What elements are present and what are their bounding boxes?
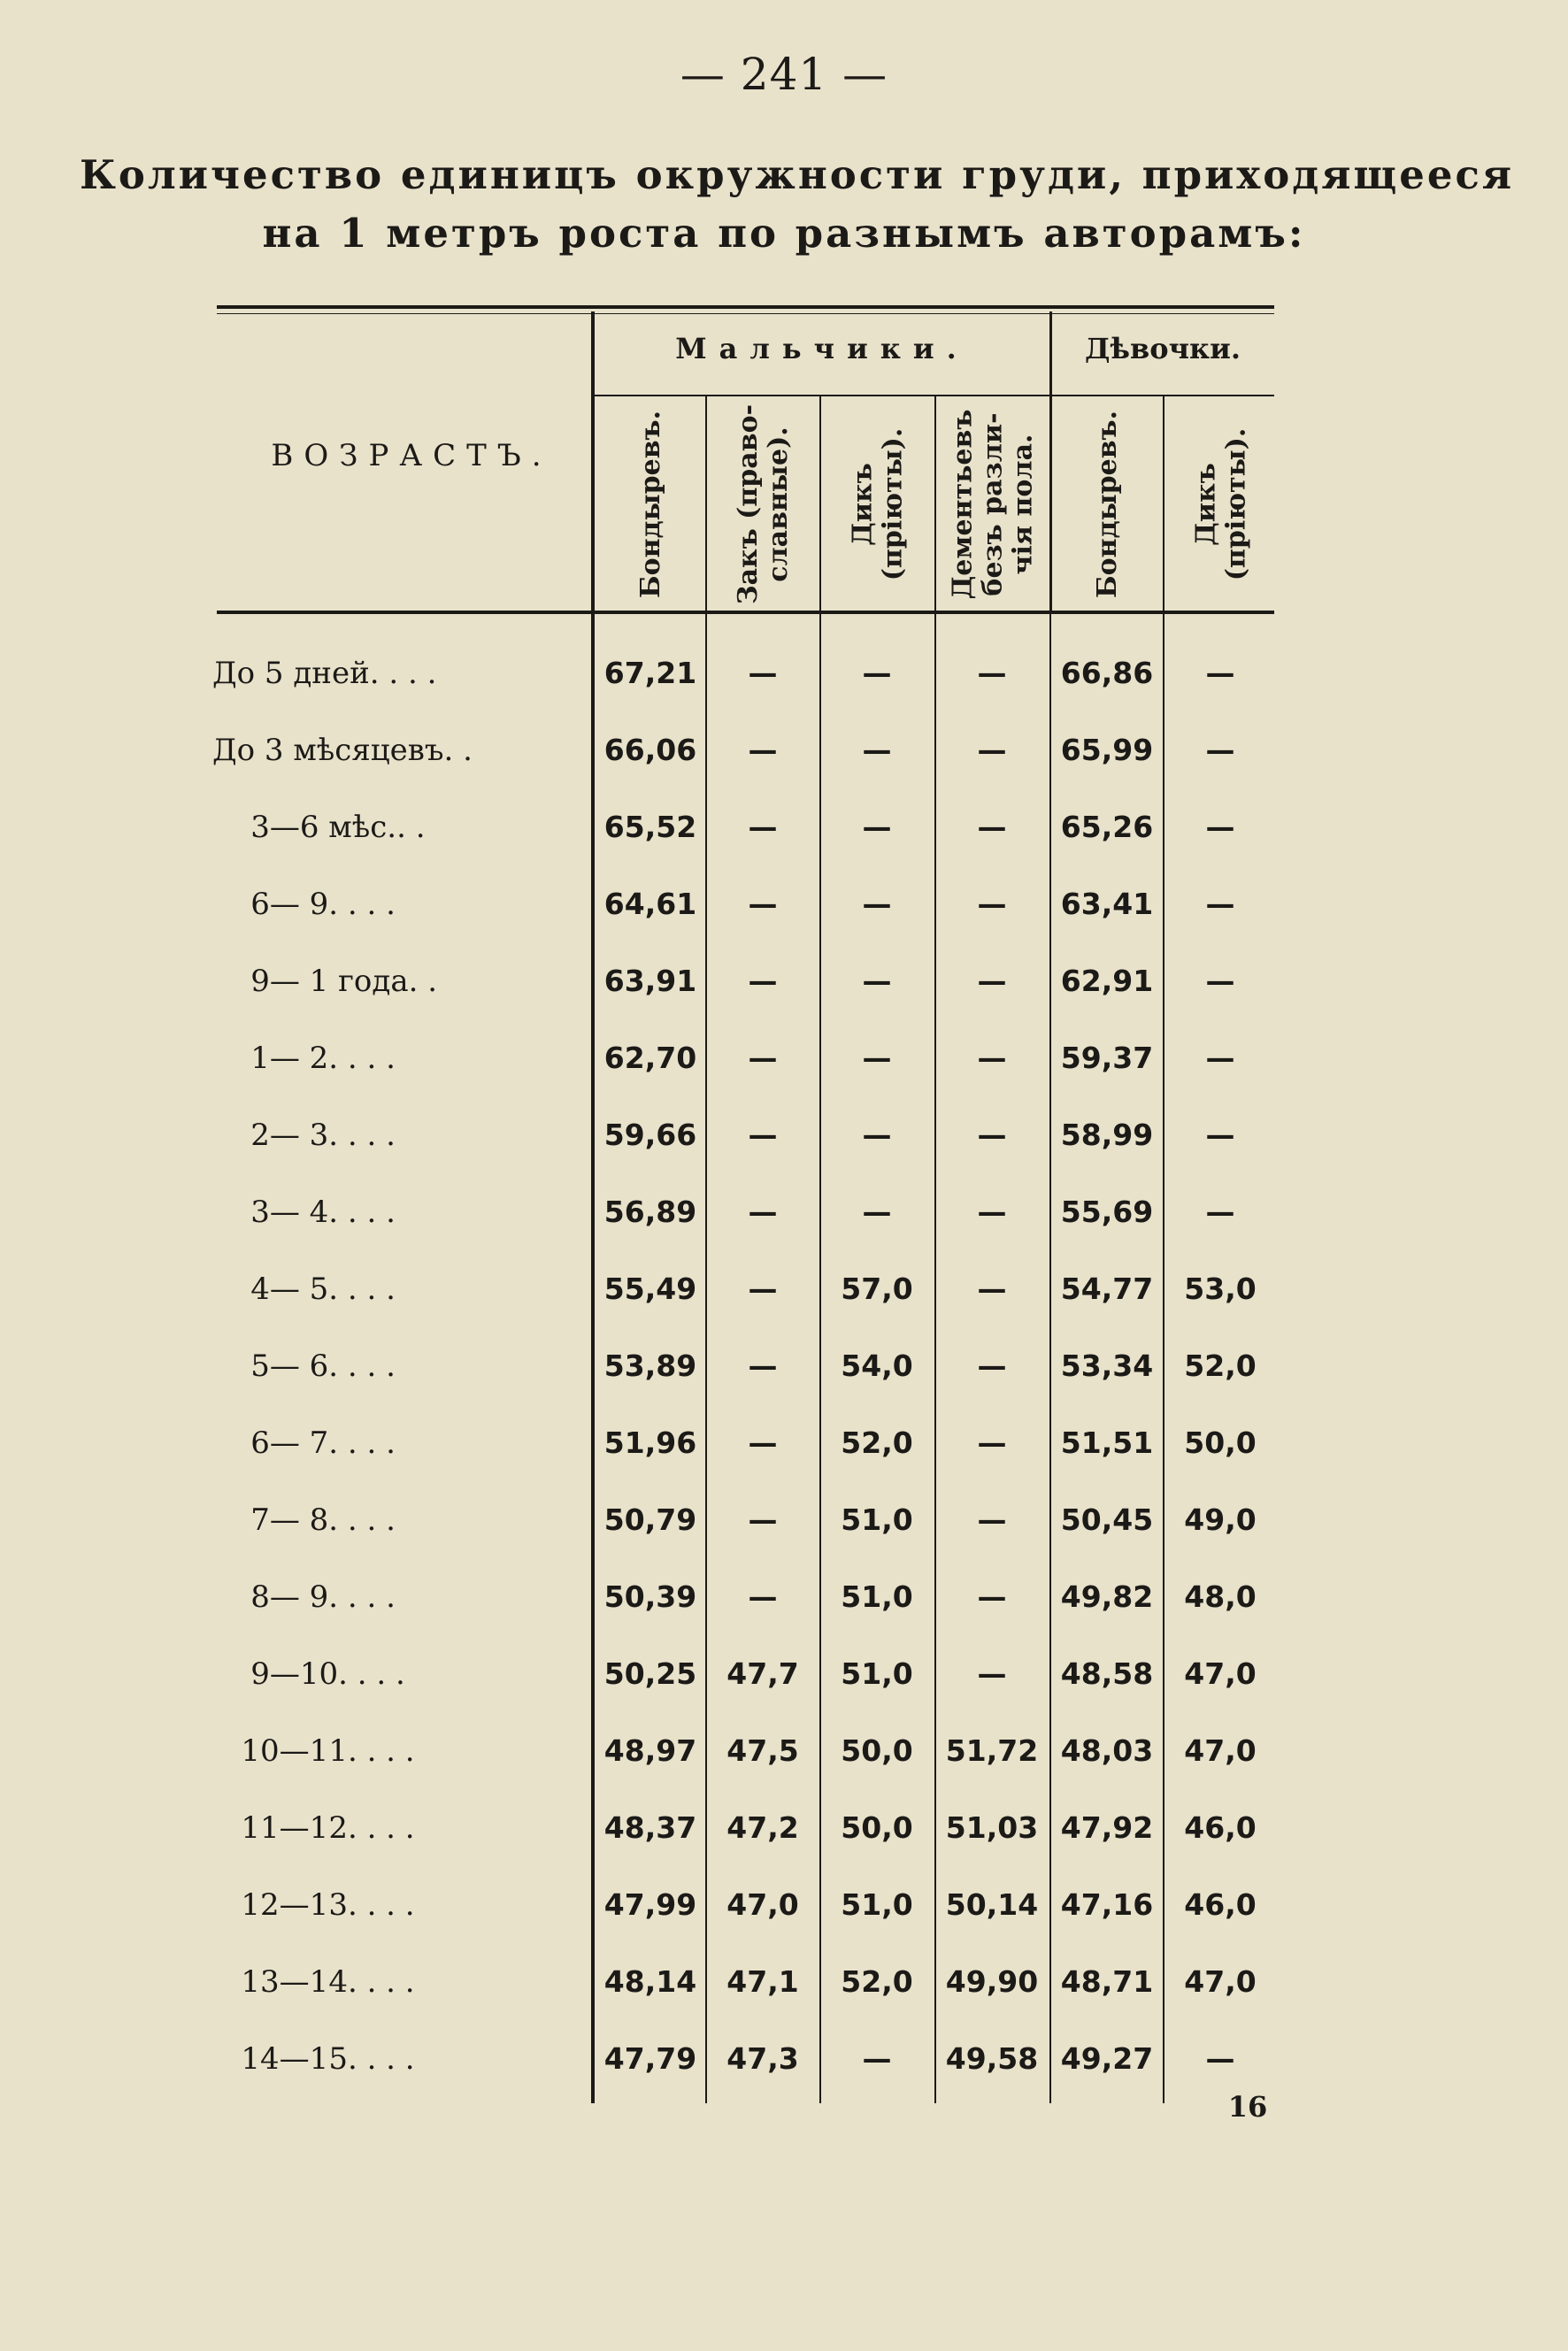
top-rule-thin — [217, 313, 1274, 314]
value-cell: — — [977, 1348, 1007, 1383]
value-cell: — — [1205, 964, 1235, 998]
age-cell: 5— 6. . . . — [212, 1348, 396, 1384]
value-cell: 50,0 — [841, 1733, 913, 1768]
value-cell: 47,1 — [726, 1964, 799, 1999]
value-cell: 63,91 — [603, 964, 697, 998]
value-cell: — — [1205, 1118, 1235, 1152]
value-cell: 47,79 — [603, 2041, 697, 2076]
value-cell: 49,82 — [1060, 1579, 1154, 1614]
table-row — [0, 942, 1568, 1020]
value-cell: — — [977, 1195, 1007, 1229]
value-cell: 47,92 — [1060, 1810, 1154, 1845]
value-cell: — — [1205, 887, 1235, 921]
age-cell: 3— 4. . . . — [212, 1195, 396, 1230]
value-cell: 47,7 — [726, 1656, 799, 1691]
value-cell: 59,66 — [603, 1118, 697, 1152]
value-cell: — — [862, 964, 892, 998]
value-cell: — — [748, 810, 778, 844]
value-cell: 54,77 — [1060, 1272, 1154, 1306]
value-cell: 52,0 — [1184, 1348, 1257, 1383]
value-cell: 48,97 — [603, 1733, 697, 1768]
table-row — [0, 1712, 1568, 1790]
group-header-boys: Мальчики. — [675, 332, 969, 365]
value-cell: 50,45 — [1060, 1502, 1154, 1537]
value-cell: — — [977, 1656, 1007, 1691]
age-cell: 9—10. . . . — [212, 1656, 405, 1692]
value-cell: 50,79 — [603, 1502, 697, 1537]
value-cell: — — [748, 1579, 778, 1614]
value-cell: 47,3 — [726, 2041, 799, 2076]
value-cell: 66,06 — [603, 733, 697, 767]
table-row — [0, 634, 1568, 712]
value-cell: 49,58 — [945, 2041, 1039, 2076]
value-cell: 47,0 — [1184, 1964, 1257, 1999]
value-cell: 48,0 — [1184, 1579, 1257, 1614]
table-row — [0, 788, 1568, 866]
age-cell: 2— 3. . . . — [212, 1118, 396, 1153]
table-row — [0, 1327, 1568, 1405]
value-cell: — — [748, 1272, 778, 1306]
table-title — [80, 146, 1515, 263]
value-cell: 51,0 — [841, 1656, 913, 1691]
value-cell: 53,89 — [603, 1348, 697, 1383]
value-cell: 47,2 — [726, 1810, 799, 1845]
value-cell: 51,0 — [841, 1887, 913, 1922]
value-cell: — — [977, 656, 1007, 690]
table-row — [0, 1250, 1568, 1328]
value-cell: 50,39 — [603, 1579, 697, 1614]
value-cell: — — [977, 1272, 1007, 1306]
value-cell: 50,0 — [841, 1810, 913, 1845]
value-cell: 47,0 — [1184, 1656, 1257, 1691]
col-header-zak: Закъ (право- славные). — [733, 403, 795, 605]
table-row — [0, 1404, 1568, 1482]
value-cell: 47,99 — [603, 1887, 697, 1922]
value-cell: 62,91 — [1060, 964, 1154, 998]
col-header-dik-girls: Дикъ (пріюты). — [1190, 427, 1251, 581]
table-row — [0, 711, 1568, 789]
value-cell: 47,5 — [726, 1733, 799, 1768]
value-cell: — — [977, 1502, 1007, 1537]
age-cell: До 5 дней. . . . — [212, 656, 437, 691]
value-cell: — — [977, 1118, 1007, 1152]
value-cell: 51,72 — [945, 1733, 1039, 1768]
value-cell: 53,34 — [1060, 1348, 1154, 1383]
value-cell: — — [977, 1425, 1007, 1460]
table-row — [0, 1558, 1568, 1636]
value-cell: 47,0 — [1184, 1733, 1257, 1768]
age-cell: 9— 1 года. . — [212, 964, 438, 999]
value-cell: 66,86 — [1060, 656, 1154, 690]
value-cell: 46,0 — [1184, 1810, 1257, 1845]
age-cell: 11—12. . . . — [212, 1810, 415, 1846]
value-cell: — — [977, 810, 1007, 844]
value-cell: — — [1205, 1041, 1235, 1075]
value-cell: 49,90 — [945, 1964, 1039, 1999]
value-cell: — — [748, 1118, 778, 1152]
col-header-dementiev: Дементьевъ безъ разли- чія пола. — [947, 409, 1039, 600]
value-cell: 52,0 — [841, 1425, 913, 1460]
value-cell: 47,16 — [1060, 1887, 1154, 1922]
value-cell: 48,03 — [1060, 1733, 1154, 1768]
value-cell: — — [862, 733, 892, 767]
value-cell: — — [977, 1579, 1007, 1614]
value-cell: 56,89 — [603, 1195, 697, 1229]
value-cell: 55,69 — [1060, 1195, 1154, 1229]
value-cell: 50,0 — [1184, 1425, 1257, 1460]
group-header-girls: Дѣвочки. — [1085, 332, 1241, 365]
value-cell: — — [862, 2041, 892, 2076]
value-cell: — — [862, 1118, 892, 1152]
value-cell: 63,41 — [1060, 887, 1154, 921]
value-cell: — — [748, 964, 778, 998]
value-cell: 46,0 — [1184, 1887, 1257, 1922]
value-cell: — — [862, 656, 892, 690]
value-cell: 47,0 — [726, 1887, 799, 1922]
age-cell: 13—14. . . . — [212, 1964, 415, 2000]
value-cell: 49,27 — [1060, 2041, 1154, 2076]
value-cell: 62,70 — [603, 1041, 697, 1075]
header-bottom-rule — [217, 611, 1274, 614]
value-cell: — — [748, 1425, 778, 1460]
value-cell: 51,96 — [603, 1425, 697, 1460]
value-cell: 48,37 — [603, 1810, 697, 1845]
value-cell: 48,71 — [1060, 1964, 1154, 1999]
page-number: — 241 — — [680, 49, 888, 100]
value-cell: — — [1205, 2041, 1235, 2076]
age-cell: 7— 8. . . . — [212, 1502, 396, 1538]
value-cell: 48,58 — [1060, 1656, 1154, 1691]
value-cell: 57,0 — [841, 1272, 913, 1306]
value-cell: 65,52 — [603, 810, 697, 844]
table-row — [0, 2020, 1568, 2098]
value-cell: 65,99 — [1060, 733, 1154, 767]
value-cell: — — [748, 656, 778, 690]
title-line-1: Количество единицъ окружности груди, приходящееся — [80, 151, 1515, 198]
value-cell: — — [748, 887, 778, 921]
value-cell: 49,0 — [1184, 1502, 1257, 1537]
table-row — [0, 1943, 1568, 2021]
age-cell: 10—11. . . . — [212, 1733, 415, 1769]
value-cell: — — [1205, 1195, 1235, 1229]
value-cell: 59,37 — [1060, 1041, 1154, 1075]
value-cell: 64,61 — [603, 887, 697, 921]
value-cell: — — [862, 1041, 892, 1075]
value-cell: 52,0 — [841, 1964, 913, 1999]
value-cell: — — [1205, 656, 1235, 690]
age-cell: До 3 мѣсяцевъ. . — [212, 733, 473, 768]
value-cell: — — [1205, 733, 1235, 767]
age-cell: 4— 5. . . . — [212, 1272, 396, 1307]
value-cell: 48,14 — [603, 1964, 697, 1999]
age-header: ВОЗРАСТЪ. — [271, 438, 552, 473]
col-header-dik-boys: Дикъ (пріюты). — [847, 427, 908, 581]
value-cell: — — [862, 1195, 892, 1229]
table-row — [0, 1096, 1568, 1174]
table-row — [0, 1481, 1568, 1559]
signature-mark: 16 — [1227, 2090, 1268, 2124]
value-cell: 51,0 — [841, 1579, 913, 1614]
age-cell: 6— 9. . . . — [212, 887, 396, 922]
value-cell: 50,25 — [603, 1656, 697, 1691]
top-rule — [217, 305, 1274, 309]
col-header-bondyrev-girls: Бондыревъ. — [1092, 410, 1124, 599]
table-row — [0, 1789, 1568, 1867]
table-row — [0, 1866, 1568, 1944]
value-cell: — — [977, 887, 1007, 921]
value-cell: — — [748, 1348, 778, 1383]
age-cell: 12—13. . . . — [212, 1887, 415, 1923]
value-cell: 58,99 — [1060, 1118, 1154, 1152]
value-cell: — — [977, 964, 1007, 998]
title-line-2: на 1 метръ роста по разнымъ авторамъ: — [262, 210, 1306, 257]
table-row — [0, 865, 1568, 943]
value-cell: 67,21 — [603, 656, 697, 690]
value-cell: — — [977, 733, 1007, 767]
col-header-bondyrev-boys: Бондыревъ. — [635, 410, 667, 599]
value-cell: 51,03 — [945, 1810, 1039, 1845]
value-cell: — — [1205, 810, 1235, 844]
value-cell: — — [748, 1502, 778, 1537]
table-row — [0, 1019, 1568, 1097]
age-cell: 6— 7. . . . — [212, 1425, 396, 1461]
value-cell: 51,51 — [1060, 1425, 1154, 1460]
value-cell: 53,0 — [1184, 1272, 1257, 1306]
value-cell: 55,49 — [603, 1272, 697, 1306]
value-cell: 51,0 — [841, 1502, 913, 1537]
table-row — [0, 1635, 1568, 1713]
value-cell: — — [748, 733, 778, 767]
value-cell: — — [748, 1195, 778, 1229]
table-row — [0, 1173, 1568, 1251]
age-cell: 14—15. . . . — [212, 2041, 415, 2077]
value-cell: — — [748, 1041, 778, 1075]
value-cell: 65,26 — [1060, 810, 1154, 844]
value-cell: — — [862, 810, 892, 844]
value-cell: 54,0 — [841, 1348, 913, 1383]
age-cell: 1— 2. . . . — [212, 1041, 396, 1076]
value-cell: — — [977, 1041, 1007, 1075]
age-cell: 3—6 мѣс.. . — [212, 810, 426, 845]
age-cell: 8— 9. . . . — [212, 1579, 396, 1615]
value-cell: 50,14 — [945, 1887, 1039, 1922]
value-cell: — — [862, 887, 892, 921]
